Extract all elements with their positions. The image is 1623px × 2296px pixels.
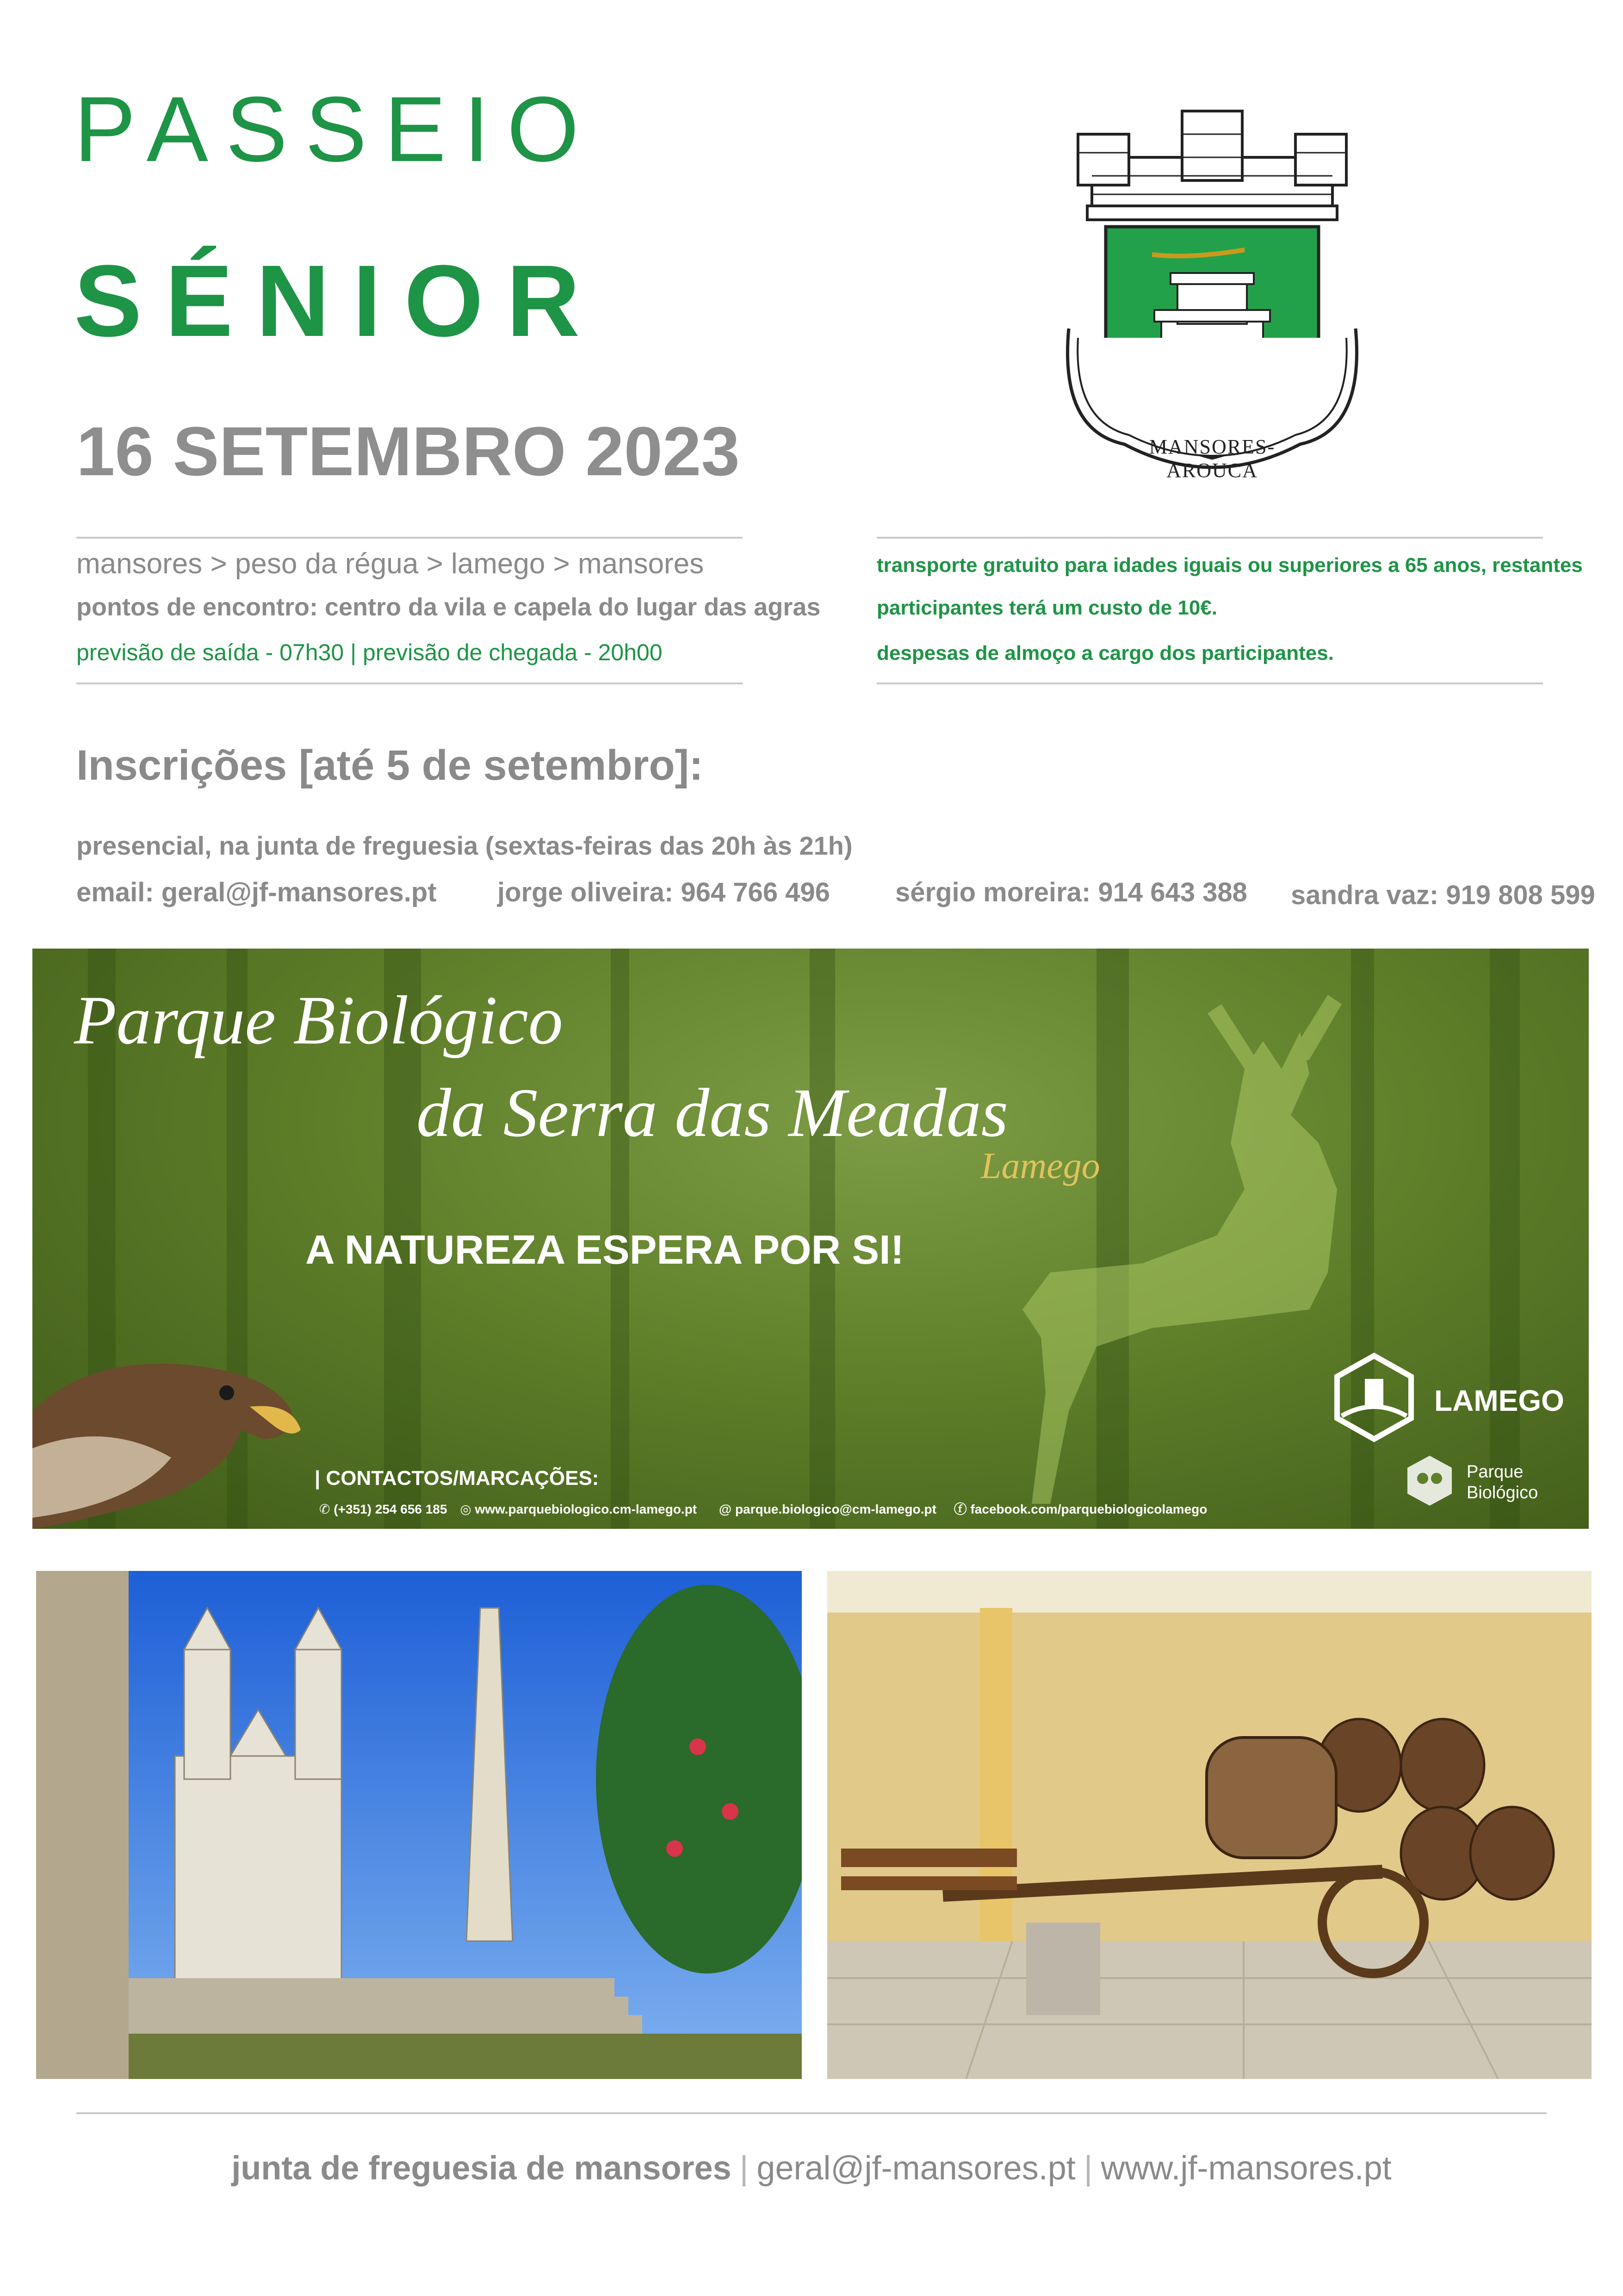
footer-separator: | (1084, 2150, 1093, 2187)
coat-of-arms-icon (1050, 106, 1374, 486)
owl-icon (1402, 1453, 1457, 1508)
footer-website[interactable]: www.jf-mansores.pt (1101, 2150, 1392, 2187)
banner-phone[interactable]: (+351) 254 656 185 (334, 1502, 447, 1516)
lamego-logo-icon (1328, 1351, 1420, 1444)
schedule: previsão de saída - 07h30 | previsão de chegada - 20h00 (76, 639, 663, 665)
facebook-icon: ⓕ (954, 1502, 967, 1516)
sub-logo-line2: Biológico (1467, 1483, 1538, 1502)
emblem-motto: MANSORES-AROUCA (1149, 435, 1276, 482)
sub-logo-line1: Parque (1467, 1462, 1524, 1482)
footer-divider (76, 2112, 1547, 2114)
route: mansores > peso da régua > lamego > mansores (76, 548, 704, 580)
lamego-logo (1328, 1351, 1568, 1444)
pricing-line3: despesas de almoço a cargo dos participantes. (877, 642, 1334, 664)
event-date: 16 SETEMBRO 2023 (76, 412, 740, 490)
title-passeio: PASSEIO (74, 78, 597, 181)
banner-contacts-heading: | CONTACTOS/MARCAÇÕES: (315, 1467, 599, 1489)
at-icon: @ (719, 1502, 732, 1516)
pricing-line1: transporte gratuito para idades iguais ou superiores a 65 anos, restantes (877, 554, 1583, 577)
banner-facebook[interactable]: facebook.com/parquebiologicolamego (970, 1502, 1208, 1516)
sanctuary-photo (36, 1571, 802, 2079)
meeting-points: pontos de encontro: centro da vila e capela do lugar das agras (76, 593, 821, 621)
divider-right-bottom (877, 683, 1543, 684)
footer (0, 2152, 1623, 2185)
lamego-logo-text: LAMEGO (1434, 1384, 1564, 1417)
contact-jorge[interactable]: jorge oliveira: 964 766 496 (497, 877, 830, 907)
park-banner (32, 949, 1589, 1529)
banner-contacts-row (319, 1499, 1207, 1518)
footer-org: junta de freguesia de mansores (231, 2150, 731, 2187)
globe-icon: ◎ (460, 1502, 471, 1516)
pricing-line2: participantes terá um custo de 10€. (877, 596, 1218, 619)
phone-icon: ✆ (319, 1502, 330, 1516)
divider-left-top (76, 537, 743, 539)
coat-of-arms (1050, 106, 1374, 486)
title-senior: SÉNIOR (74, 244, 603, 358)
footer-email[interactable]: geral@jf-mansores.pt (756, 2150, 1076, 2187)
banner-location: Lamego (981, 1146, 1100, 1186)
banner-email[interactable]: parque.biologico@cm-lamego.pt (735, 1502, 936, 1516)
banner-title-line2: da Serra das Meadas (416, 1074, 1009, 1151)
divider-right-top (877, 537, 1543, 539)
footer-separator: | (739, 2150, 749, 2187)
sanctuary-illustration (36, 1571, 802, 2079)
registration-presencial: presencial, na junta de freguesia (sextas-feiras das 20h às 21h) (76, 831, 853, 860)
banner-slogan: A NATUREZA ESPERA POR SI! (305, 1227, 904, 1272)
banner-website[interactable]: www.parquebiologico.cm-lamego.pt (475, 1502, 697, 1516)
banner-title-line1: Parque Biológico (74, 982, 563, 1059)
wine-museum-illustration (827, 1571, 1592, 2079)
contact-sergio[interactable]: sérgio moreira: 914 643 388 (895, 877, 1247, 907)
contact-sandra[interactable]: sandra vaz: 919 808 599 (1291, 880, 1595, 910)
parque-biologico-logo (1402, 1453, 1568, 1518)
registration-email[interactable]: email: geral@jf-mansores.pt (76, 877, 437, 907)
wine-museum-photo (827, 1571, 1592, 2079)
divider-left-bottom (76, 683, 743, 684)
registration-heading: Inscrições [até 5 de setembro]: (76, 742, 703, 789)
